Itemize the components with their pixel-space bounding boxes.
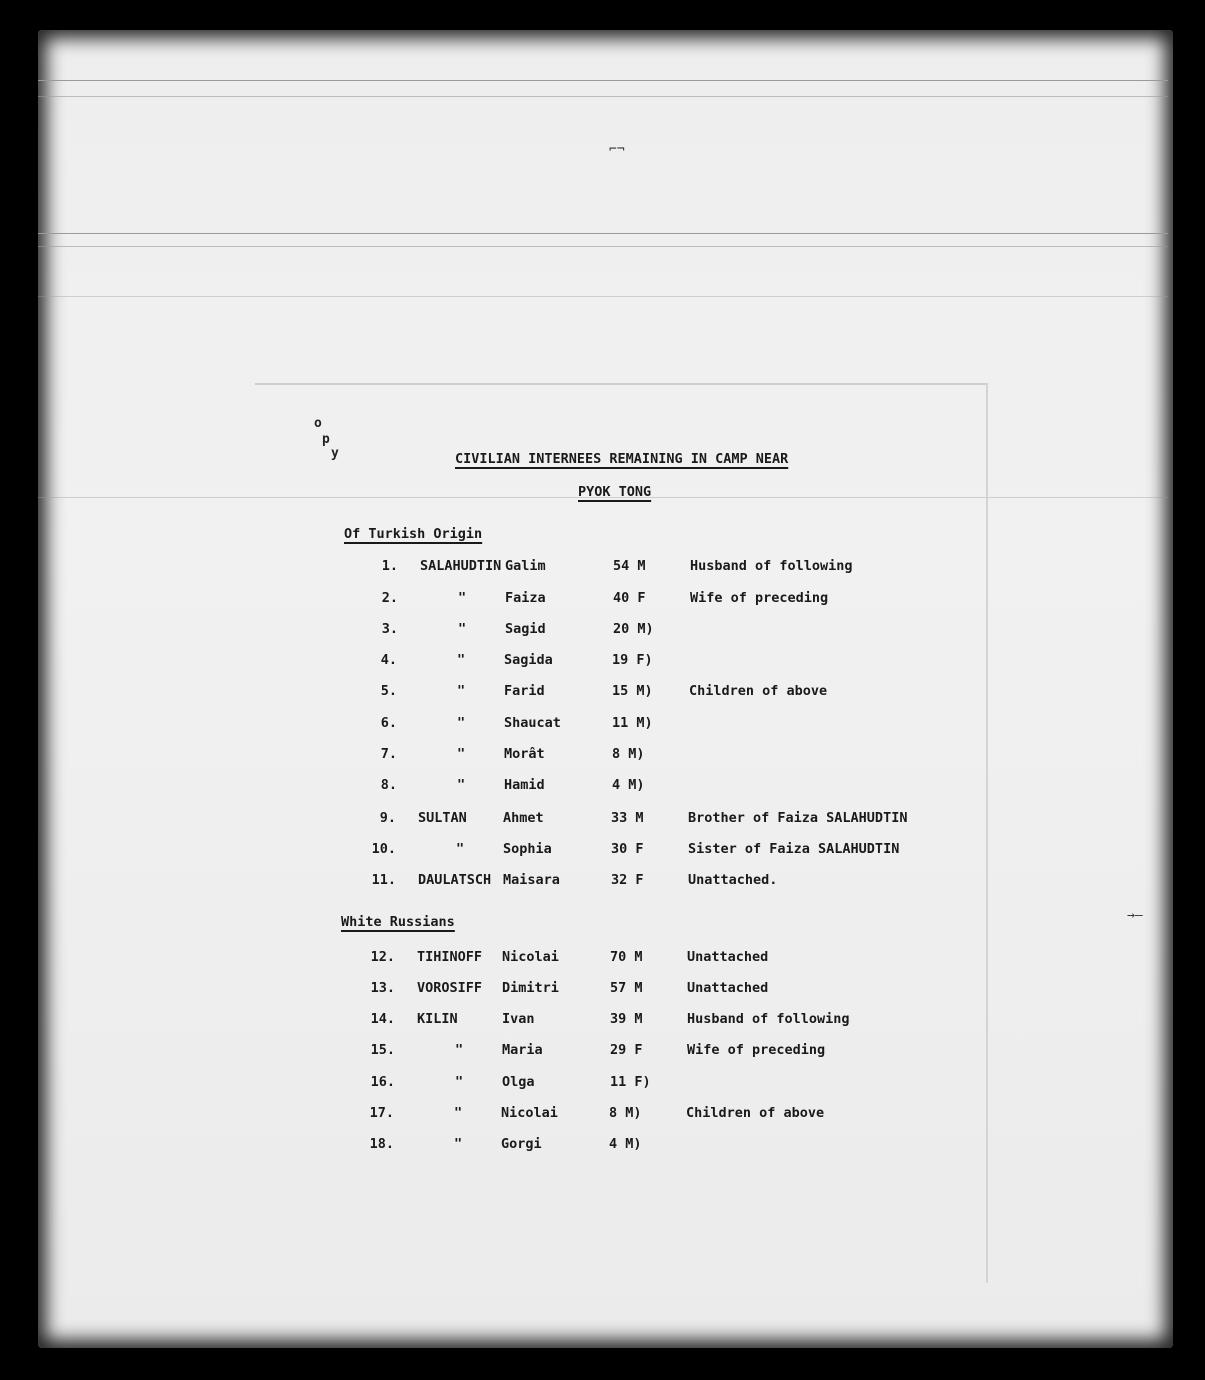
row-number: 7. [380,746,397,762]
row-age-sex: 54 M [613,558,646,574]
row-given-name: Shaucat [504,715,561,731]
row-number: 5. [380,683,397,699]
section-heading-turkish: Of Turkish Origin [344,526,483,542]
row-note: Brother of Faiza SALAHUDTIN [688,810,908,826]
row-note: Unattached. [688,872,778,888]
row-surname: " [458,590,467,606]
row-note: Unattached [687,949,769,965]
row-age-sex: 11 F) [610,1074,651,1090]
row-surname: " [457,652,466,668]
row-given-name: Ahmet [503,810,544,826]
row-note: Children of above [686,1105,825,1121]
row-number: 3. [381,621,398,637]
row-age-sex: 40 F [613,590,646,606]
scan-mark: ⌐¬ [609,142,625,157]
row-age-sex: 57 M [610,980,643,996]
row-number: 2. [381,590,398,606]
scan-line [38,246,1168,247]
row-note: Sister of Faiza SALAHUDTIN [688,841,900,857]
row-surname: " [455,1074,464,1090]
row-surname: " [454,1105,463,1121]
row-given-name: Hamid [504,777,545,793]
row-age-sex: 70 M [610,949,643,965]
copy-stamp-letter: p [322,432,330,447]
row-surname: " [457,715,466,731]
row-age-sex: 11 M) [612,715,653,731]
scan-line [38,80,1168,81]
row-age-sex: 33 M [611,810,644,826]
document-title: CIVILIAN INTERNEES REMAINING IN CAMP NEAR [455,451,789,467]
row-given-name: Sagid [505,621,546,637]
row-number: 12. [370,949,395,965]
row-surname: TIHINOFF [417,949,483,965]
row-number: 4. [380,652,397,668]
row-number: 16. [370,1074,395,1090]
row-given-name: Maisara [503,872,560,888]
row-number: 15. [370,1042,395,1058]
row-surname: " [455,1042,464,1058]
row-note: Husband of following [690,558,853,574]
row-surname: SULTAN [418,810,467,826]
row-note: Husband of following [687,1011,850,1027]
row-given-name: Ivan [502,1011,535,1027]
row-number: 17. [369,1105,394,1121]
row-age-sex: 15 M) [612,683,653,699]
row-given-name: Nicolai [501,1105,558,1121]
row-given-name: Galim [505,558,546,574]
row-age-sex: 30 F [611,841,644,857]
row-age-sex: 29 F [610,1042,643,1058]
row-given-name: Nicolai [502,949,559,965]
document-subtitle: PYOK TONG [578,484,652,500]
row-number: 8. [380,777,397,793]
row-given-name: Olga [502,1074,535,1090]
row-given-name: Sophia [503,841,552,857]
sheet-edge [986,383,988,1283]
row-number: 14. [370,1011,395,1027]
row-given-name: Faiza [505,590,546,606]
section-heading-russians: White Russians [341,914,455,930]
row-surname: SALAHUDTIN [420,558,502,574]
row-surname: DAULATSCH [418,872,492,888]
row-note: Wife of preceding [687,1042,826,1058]
row-age-sex: 20 M) [613,621,654,637]
row-note: Children of above [689,683,828,699]
row-given-name: Gorgi [501,1136,542,1152]
row-age-sex: 19 F) [612,652,653,668]
row-age-sex: 4 M) [609,1136,642,1152]
row-surname: " [458,621,467,637]
row-age-sex: 32 F [611,872,644,888]
scan-line [38,233,1168,234]
sheet-edge [255,383,988,385]
row-given-name: Morât [504,746,545,762]
row-age-sex: 39 M [610,1011,643,1027]
row-given-name: Farid [504,683,545,699]
row-given-name: Maria [502,1042,543,1058]
row-age-sex: 8 M) [612,746,645,762]
document-page [38,30,1173,1348]
copy-stamp-letter: o [314,416,322,431]
scan-mark: →— [1127,908,1143,923]
row-surname: " [454,1136,463,1152]
row-given-name: Dimitri [502,980,559,996]
row-surname: " [457,777,466,793]
row-age-sex: 4 M) [612,777,645,793]
row-number: 6. [380,715,397,731]
row-note: Unattached [687,980,769,996]
row-number: 11. [371,872,396,888]
scan-line [38,96,1168,97]
row-surname: KILIN [417,1011,458,1027]
row-given-name: Sagida [504,652,553,668]
row-number: 10. [371,841,396,857]
row-number: 9. [379,810,396,826]
row-surname: " [457,683,466,699]
row-number: 13. [370,980,395,996]
row-surname: " [456,841,465,857]
row-number: 1. [381,558,398,574]
row-number: 18. [369,1136,394,1152]
copy-stamp-letter: y [331,446,339,461]
scan-line [38,296,1168,297]
row-note: Wife of preceding [690,590,829,606]
row-surname: " [457,746,466,762]
row-age-sex: 8 M) [609,1105,642,1121]
row-surname: VOROSIFF [417,980,483,996]
